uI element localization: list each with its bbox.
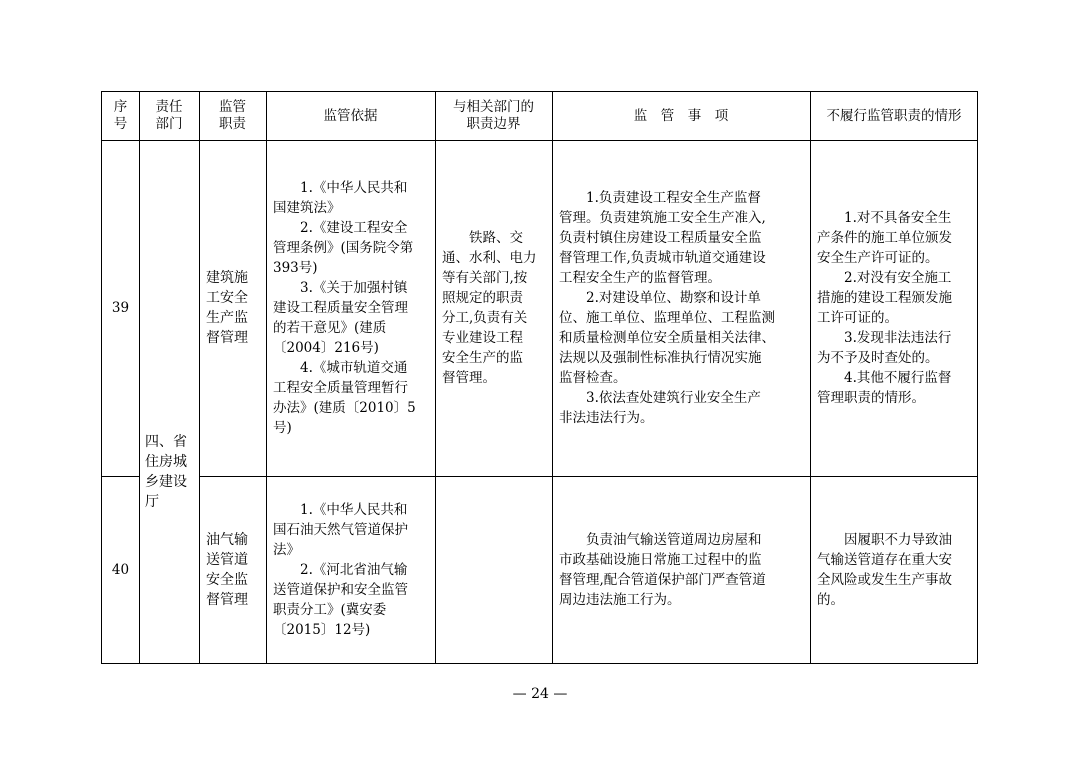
row-40-duty: 油气输 送管道 安全监 督管理 — [206, 531, 248, 608]
header-boundary: 与相关部门的 职责边界 — [453, 99, 534, 132]
department-cell: 四、省 住房城 乡建设 厅 — [145, 433, 187, 510]
row-39-duty: 建筑施 工安全 生产监 督管理 — [206, 270, 248, 346]
header-dept: 责任 部门 — [155, 99, 183, 132]
row-39-seq: 39 — [111, 300, 130, 316]
row-39-basis: 1.《中华人民共和 国建筑法》 2.《建设工程安全 管理条例》(国务院令第 393号) 3.《关于加强村镇 建设工程质量安全管理 的若干意见》(建质 〔2004〕216号) 4.《城市轨道交通 工程安全质量管理暂行 办法》(建质〔2010〕5 号) — [273, 180, 416, 436]
row-40-failures: 因履职不力导致油 气输送管道存在重大安 全风险或发生生产事故 的。 — [817, 531, 952, 608]
header-failures: 不履行监管职责的情形 — [826, 107, 962, 124]
row-39-failures: 1.对不具备安全生 产条件的施工单位颁发 安全生产许可证的。 2.对没有安全施工 措施的建设工程颁发施 工许可证的。 3.发现非法违法行 为不予及时查处的。 4.其他不履行监督 管理职责的情形。 — [817, 210, 952, 406]
row-40-basis: 1.《中华人民共和 国石油天然气管道保护 法》 2.《河北省油气输 送管道保护和安全监管 职责分工》(冀安委 〔2015〕12号) — [273, 501, 408, 638]
header-basis: 监管依据 — [323, 107, 378, 124]
row-39-boundary: 铁路、交 通、水利、电力 等有关部门,按 照规定的职责 分工,负责有关 专业建设工程 安全生产的监 督管理。 — [442, 230, 537, 386]
row-39-items: 1.负责建设工程安全生产监督 管理。负责建筑施工安全生产准入, 负责村镇住房建设工程质量安全监 督管理工作,负责城市轨道交通建设 工程安全生产的监督管理。 2.对建设单位、勘察和设计单 位、施工单位、监理单位、工程监测 和质量检测单位安全质量相关法律、 法规以及强制性标准执行情况实施 监督检查。 3.依法查处建筑行业安全生产 非法违法行为。 — [559, 190, 775, 426]
header-items: 监 管 事 项 — [633, 107, 729, 124]
header-seq: 序 号 — [113, 99, 128, 132]
responsibility-table — [101, 91, 978, 664]
row-40-seq: 40 — [111, 561, 130, 578]
header-duty: 监管 职责 — [219, 99, 246, 132]
page-number: — 24 — — [512, 686, 568, 702]
row-40-boundary — [435, 476, 552, 663]
row-40-items: 负责油气输送管道周边房屋和 市政基础设施日常施工过程中的监 督管理,配合管道保护部门严查管道 周边违法施工行为。 — [559, 531, 766, 608]
